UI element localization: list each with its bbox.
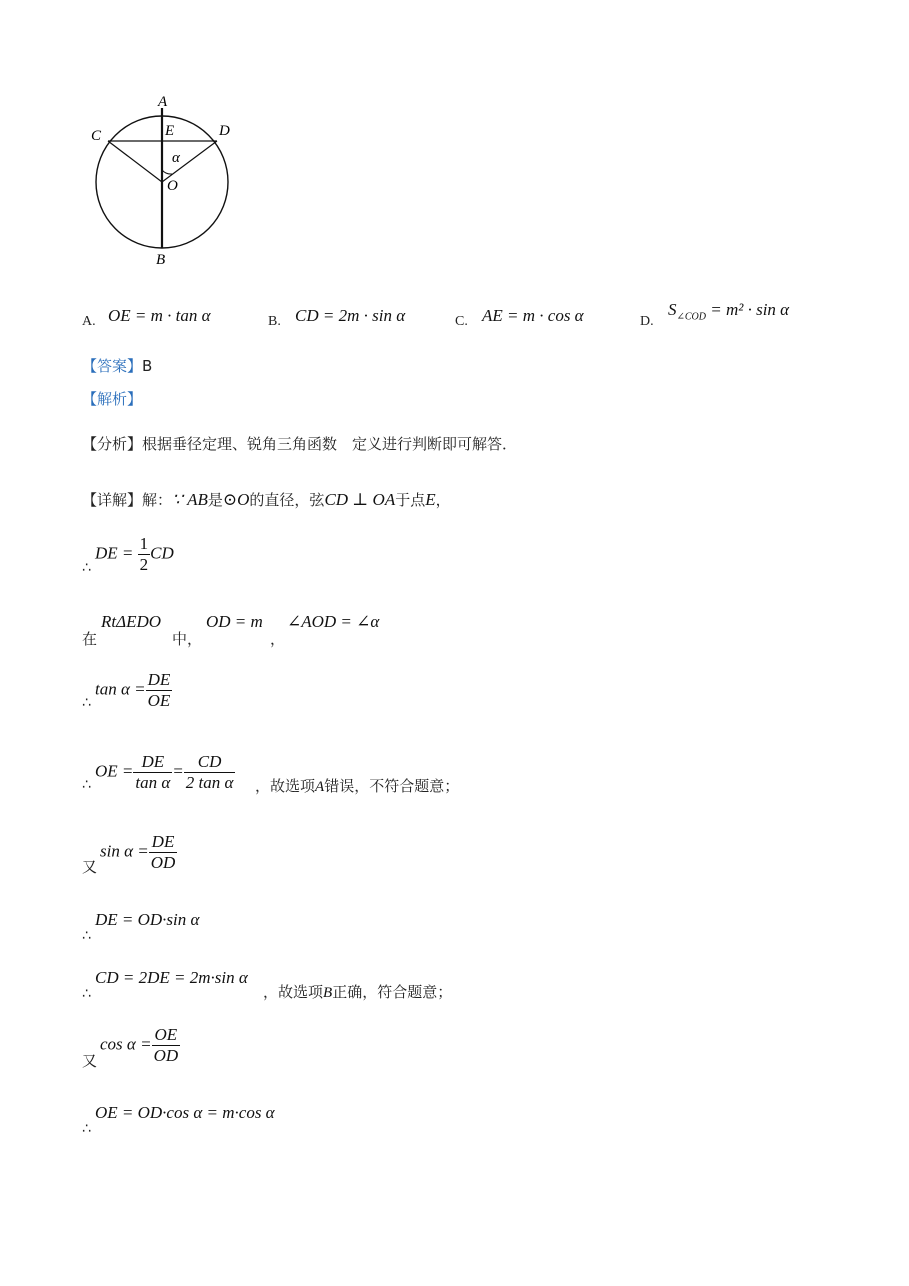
step3-formula: tan α = $\frac{DE}{OE}$ [95,670,171,710]
detail-tag: 【详解】 [82,491,143,509]
analysis-tag: 【解析】 [82,390,143,408]
step6-formula: DE = OD·sin α [95,910,200,929]
step5-pre: 又 [82,858,98,876]
step9-formula: OE = OD·cos α = m·cos α [95,1103,275,1122]
option-c-letter: C. [455,314,468,329]
step8-pre: 又 [82,1052,98,1070]
step2-angle: ∠AOD = ∠α [287,612,380,631]
therefore-symbol: ∴ [82,560,91,576]
step1-right: CD [150,543,174,563]
segment-do [162,141,217,182]
label-e: E [165,123,175,139]
option-a-letter: A. [82,314,96,329]
therefore-symbol: ∴ [82,928,91,944]
step2-od: OD = m [206,612,263,631]
detail-jie: 解： [142,491,173,509]
answer-line [82,355,152,376]
fenxi-tag: 【分析】 [82,435,143,453]
detail-ab: ∵ AB [172,490,208,509]
detail-e: E [425,490,436,509]
step2-comma: ， [270,630,286,648]
option-d-letter: D. [640,314,654,329]
step2-triangle: RtΔEDO [101,612,162,631]
label-o: O [167,178,178,194]
option-b-letter: B. [268,314,281,329]
segment-co [108,141,162,182]
detail-intro [82,489,451,510]
step7-tail: ，故选项B正确，符合题意； [263,983,453,1001]
step2-mid: 中， [172,630,203,648]
label-alpha: α [172,150,180,166]
therefore-symbol: ∴ [82,986,91,1002]
option-d-formula: $S_{\angle COD} = m^2 \cdot \sin \alpha$ [668,300,790,323]
label-a: A [158,94,168,110]
step1-fraction: $\frac{1}{2}$ [139,534,149,574]
detail-shi: 是 [207,491,223,509]
label-b: B [156,252,166,268]
step5-formula: sin α = $\frac{DE}{OD}$ [100,832,176,872]
step2-pre: 在 [82,630,98,648]
therefore-symbol: ∴ [82,695,91,711]
step7-formula: CD = 2DE = 2m·sin α [95,968,248,987]
detail-comma: ， [435,491,451,509]
option-b-formula: CD = 2m · sin α [295,306,406,325]
angle-alpha-arc [162,170,172,174]
fenxi-text: 根据垂径定理、锐角三角函数 定义进行判断即可解答． [142,435,518,453]
option-c-formula: AE = m · cos α [482,306,584,325]
answer-tag: 【答案】 [82,357,143,375]
label-c: C [91,128,102,144]
label-d: D [219,123,230,139]
detail-yudian: 于点 [395,491,426,509]
step4-formula: OE = $\frac{DE}{\text{tan α}}$ = $\frac{CD}{\text{2 tan α}}$ [95,752,234,792]
fenxi-line [82,433,517,454]
circle-figure [80,90,250,270]
detail-circle-o: ⊙O [222,490,250,509]
step4-tail: ，故选项A错误，不符合题意； [255,777,460,795]
answer-value: B [142,357,153,375]
therefore-symbol: ∴ [82,1121,91,1137]
option-a-formula: OE = m · tan α [108,306,211,325]
step8-formula: cos α = $\frac{OE}{OD}$ [100,1025,179,1065]
detail-cd-perp-oa: CD ⊥ OA [324,490,396,509]
detail-diameter-text: 的直径，弦 [249,491,325,509]
therefore-symbol: ∴ [82,777,91,793]
step1-formula [95,534,174,575]
step1-left: DE = [95,543,134,563]
